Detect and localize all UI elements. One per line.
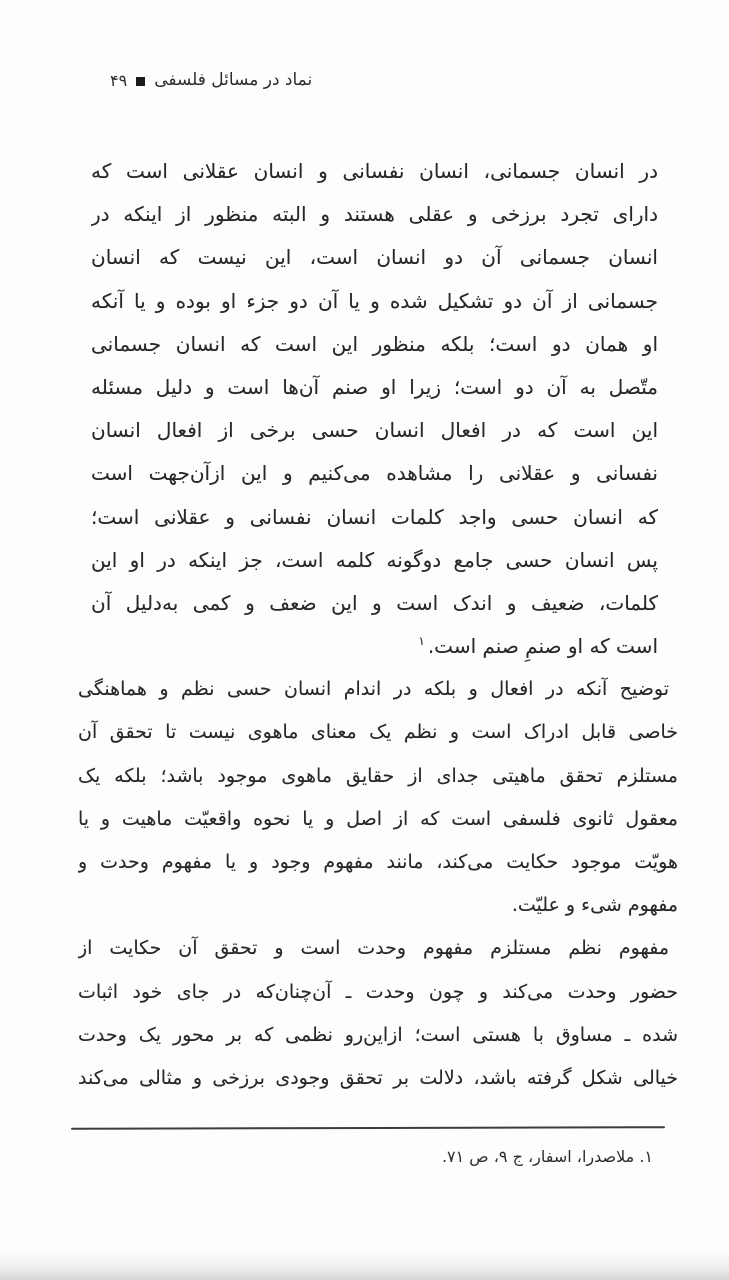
body-line: هویّت موجود حکایت می‌کند، مانند مفهوم وجود و یا مفهوم وحدت و [78,851,678,873]
quote-line: در انسان جسمانی، انسان نفسانی و انسان عقلانی است که [91,159,658,183]
quote-line: دارای تجرد برزخی و عقلی هستند و البته منظور از اینکه در [91,202,658,227]
quote-line: پس انسان حسی جامع دوگونه کلمه است، جز اینکه در او این [91,547,658,572]
footnote-reference-marker: ۱ [418,634,425,649]
page-number: ۴۹ [110,70,128,90]
body-line: خیالی شکل گرفته باشد، دلالت بر تحقق وجودی برزخی و مثالی می‌کند [78,1066,678,1089]
body-line: معقول ثانوی فلسفی است که از اصل و یا نحوه واقعیّت ماهیت و یا [78,807,678,830]
paragraph [78,927,678,1100]
body-line: مفهوم شیء و علیّت. [511,894,678,917]
quote-line: نفسانی و عقلانی را مشاهده می‌کنیم و این ازآن‌جهت است [91,461,658,486]
section-square-icon [136,77,145,86]
running-head [110,70,312,90]
body-line: مفهوم نظم مستلزم مفهوم وحدت است و تحقق آن حکایت از [78,937,669,960]
body-line: شده ـ مساوق با هستی است؛ ازاین‌رو نظمی که بر محور یک وحدت [78,1023,678,1046]
quote-line: متّصل به آن دو است؛ زیرا او صنم آن‌ها است و دلیل مسئله [91,374,658,399]
quote-line: انسان جسمانی آن دو انسان است، این نیست که انسان [91,245,658,270]
page-body [78,150,678,1100]
quote-last-line-text: است که او صنمِ صنم است. [427,634,658,659]
footnote-separator-rule [71,1126,665,1130]
scan-bottom-shadow [0,1250,729,1280]
body-line: خاصی قابل ادراک است و نظم یک معنای ماهوی نیست تا تحقق آن [78,721,678,744]
quote-line: این است که در افعال انسان حسی برخی از افعال انسان [91,418,658,443]
quote-line: که انسان حسی واجد کلمات انسان نفسانی و عقلانی است؛ [91,504,658,529]
paragraph [78,668,678,927]
body-line: حضور وحدت می‌کند و چون وحدت ـ آن‌چنان‌که در جای خود اثبات [78,980,678,1003]
quote-line: جسمانی از آن دو تشکیل شده و یا آن دو جزء او بوده و یا آنکه [91,288,658,313]
blockquote [91,150,658,668]
running-head-title: نماد در مسائل فلسفی [154,70,313,90]
body-line: توضیح آنکه در افعال و بلکه در اندام انسان حسی نظم و هماهنگی [78,678,669,701]
quote-line: او همان دو است؛ بلکه منظور این است که انسان جسمانی [91,331,658,356]
quote-line: کلمات، ضعیف و اندک است و این ضعف و کمی به‌دلیل آن [91,590,658,615]
body-line: مستلزم تحقق ماهیتی جدای از حقایق ماهوی موجود باشد؛ بلکه یک [78,764,678,787]
footnote: ۱. ملاصدرا، اسفار، ج ۹، ص ۷۱. [441,1147,653,1166]
quote-last-line [91,625,658,668]
